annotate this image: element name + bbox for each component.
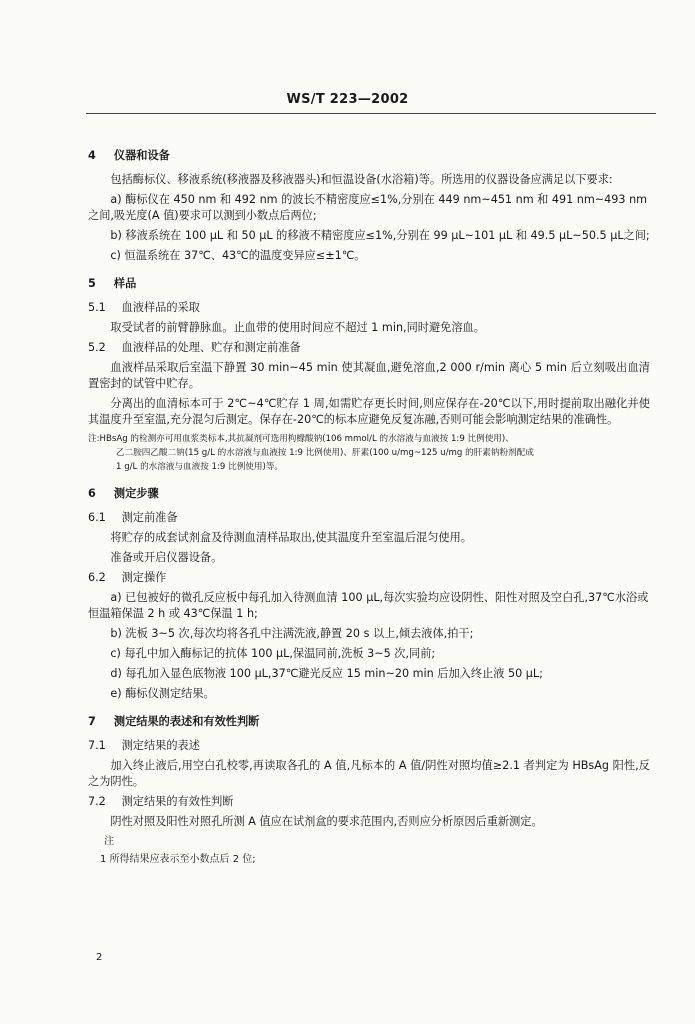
section-4-item-a: a) 酶标仪在 450 nm 和 492 nm 的波长不精密度应≤1%,分别在 449 nm~451 nm 和 491 nm~493 nm之间,吸光度(A 值)要求可以测到小数点后两位; [88,193,648,222]
subsection-title: 血液样品的处理、贮存和测定前准备 [121,341,301,354]
header-rule [86,113,656,114]
subsection-7-2-heading [88,794,650,810]
subsection-7-1-heading [88,738,650,754]
subsection-number: 7.2 [88,795,106,808]
note-item-1: 1 所得结果应表示至小数点后 2 位; [100,854,256,865]
note-line-1: 注:HBsAg 的检测亦可用血浆类标本,其抗凝剂可选用枸橼酸钠(106 mmol/L 的水溶液与血液按 1:9 比例使用)、 [88,434,514,444]
subsection-title: 血液样品的采取 [121,301,200,314]
note-label: 注 [104,836,114,847]
subsection-title: 测定结果的有效性判断 [121,795,234,808]
subsection-6-2-item-c: c) 每孔中加入酶标记的抗体 100 μL,保温同前,洗板 3~5 次,同前; [110,647,436,660]
subsection-7-2-text: 阴性对照及阳性对照孔所测 A 值应在试剂盒的要求范围内,否则应分析原因后重新测定。 [110,815,543,828]
section-4-item-b: b) 移液系统在 100 μL 和 50 μL 的移液不精密度应≤1%,分别在 99 μL~101 μL 和 49.5 μL~50.5 μL之间; [110,229,650,242]
page-number: 2 [96,952,103,963]
subsection-7-1-text: 加入终止液后,用空白孔校零,再读取各孔的 A 值,凡标本的 A 值/阴性对照均值≥2.1 者判定为 HBsAg 阳性,反之为阴性。 [88,759,650,788]
subsection-6-2-item-b: b) 洗板 3~5 次,每次均将各孔中注满洗液,静置 20 s 以上,倾去液体,拍干; [110,627,474,640]
subsection-5-1-heading [88,300,650,316]
subsection-6-2-item-d: d) 每孔加入显色底物液 100 μL,37℃避光反应 15 min~20 min 后加入终止液 50 μL; [110,667,543,680]
subsection-title: 测定结果的表述 [121,739,200,752]
subsection-number: 7.1 [88,739,106,752]
subsection-6-1-paragraph-2: 准备或开启仪器设备。 [110,551,223,564]
subsection-title: 测定前准备 [121,511,178,524]
subsection-6-1-paragraph-1: 将贮存的成套试剂盒及待测血清样品取出,使其温度升至室温后混匀使用。 [110,531,472,544]
subsection-5-1-text: 取受试者的前臂静脉血。止血带的使用时间应不超过 1 min,同时避免溶血。 [110,321,485,334]
subsection-5-2-paragraph-2: 分离出的血清标本可于 2℃~4℃贮存 1 周,如需贮存更长时间,则应保存在-20℃以下,用时提前取出融化并使其温度升至室温,充分混匀后测定。保存在-20℃的标本应避免反复冻融,否则可能会影响测定结果的准确性。 [88,397,650,426]
subsection-5-2-heading [88,340,650,356]
subsection-number: 5.2 [88,341,106,354]
section-title: 仪器和设备 [113,149,170,162]
subsection-6-2-heading [88,570,650,586]
section-4-heading [88,148,650,164]
section-4-intro: 包括酶标仪、移液系统(移液器及移液器头)和恒温设备(水浴箱)等。所选用的仪器设备应满足以下要求: [110,173,613,186]
document-body [88,136,650,868]
section-number: 7 [88,715,96,728]
section-number: 6 [88,487,96,500]
subsection-5-2-paragraph-1: 血液样品采取后室温下静置 30 min~45 min 使其凝血,避免溶血,2 000 r/min 离心 5 min 后立刻吸出血清置密封的试管中贮存。 [88,361,650,390]
subsection-number: 6.1 [88,511,106,524]
section-6-heading [88,486,650,502]
subsection-5-2-note [88,432,650,474]
subsection-number: 6.2 [88,571,106,584]
note-line-3: 1 g/L 的水溶液与血液按 1:9 比例使用)等。 [116,462,284,472]
subsection-number: 5.1 [88,301,106,314]
section-5-heading [88,276,650,292]
subsection-6-2-item-a: a) 已包被好的微孔反应板中每孔加入待测血清 100 μL,每次实验均应设阴性、阳性对照及空白孔,37℃水浴或恒温箱保温 2 h 或 43℃保温 1 h; [88,591,649,620]
section-7-heading [88,714,650,730]
section-number: 5 [88,277,96,290]
section-number: 4 [88,149,96,162]
section-4-item-c: c) 恒温系统在 37℃、43℃的温度变异应≤±1℃。 [110,249,366,262]
subsection-6-2-item-e: e) 酶标仪测定结果。 [110,687,215,700]
section-title: 测定结果的表述和有效性判断 [113,715,260,728]
subsection-title: 测定操作 [121,571,167,584]
note-line-2: 乙二胺四乙酸二钠(15 g/L 的水溶液与血液按 1:9 比例使用)、肝素(100 u/mg~125 u/mg 的肝素钠粉剂配成 [116,448,534,458]
subsection-6-1-heading [88,510,650,526]
section-title: 测定步骤 [113,487,159,500]
section-title: 样品 [113,277,137,290]
page-header-code: WS/T 223—2002 [286,92,409,107]
